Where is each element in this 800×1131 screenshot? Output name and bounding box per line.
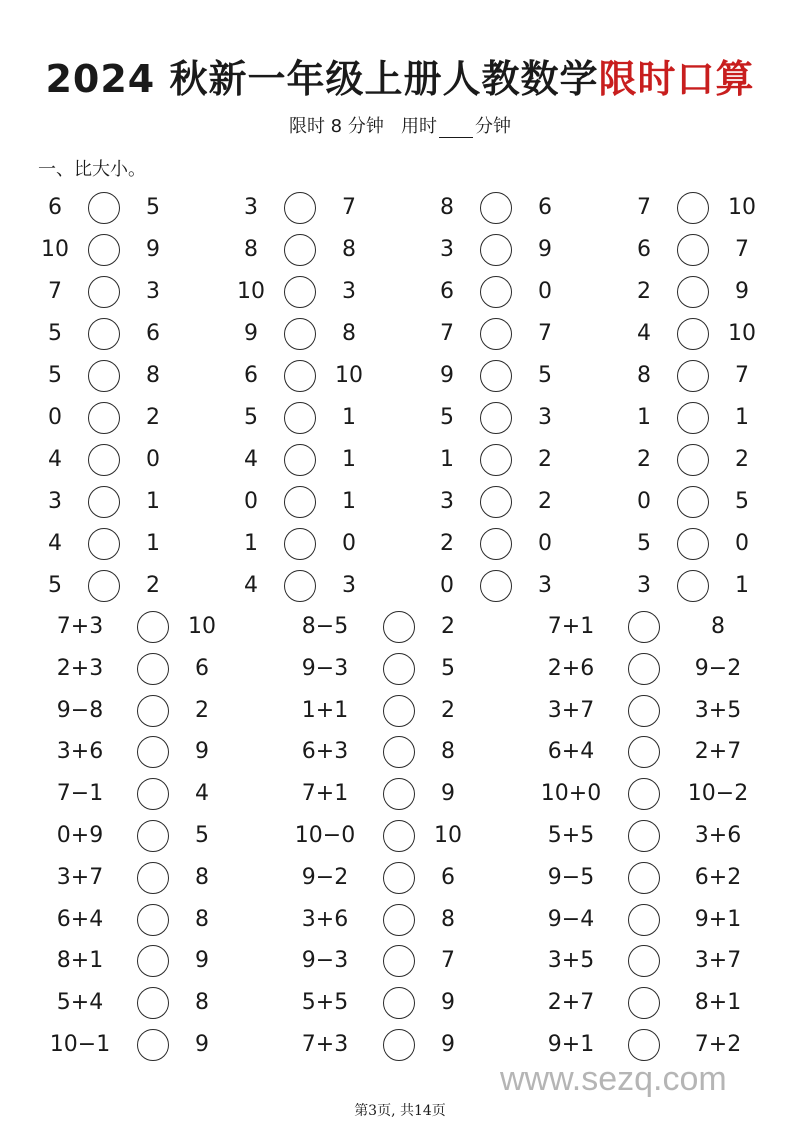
compare-left-number: 3 [244,195,258,220]
answer-circle[interactable] [383,1029,415,1061]
answer-circle[interactable] [284,192,316,224]
compare-right-expression: 8 [195,864,209,890]
compare-right-number: 6 [146,321,160,346]
compare-left-expression: 9−3 [301,655,349,681]
answer-circle[interactable] [628,653,660,685]
compare-left-number: 4 [637,321,651,346]
compare-left-expression: 7+1 [301,781,349,807]
compare-left-expression: 5+5 [547,823,595,848]
compare-right-number: 7 [735,363,749,388]
compare-right-expression: 8 [711,614,725,639]
compare-left-expression: 2+3 [56,655,104,681]
answer-circle[interactable] [137,987,169,1019]
answer-circle[interactable] [383,904,415,936]
compare-left-number: 1 [637,405,651,430]
compare-right-number: 10 [728,321,756,346]
compare-right-expression: 8 [195,990,209,1016]
answer-circle[interactable] [677,234,709,266]
answer-circle[interactable] [88,528,120,560]
answer-circle[interactable] [677,528,709,560]
answer-circle[interactable] [383,862,415,894]
compare-left-number: 9 [440,363,454,388]
compare-left-number: 7 [440,321,454,346]
compare-right-number: 3 [342,573,356,598]
answer-circle[interactable] [677,318,709,350]
answer-circle[interactable] [628,736,660,768]
answer-circle[interactable] [137,1029,169,1061]
compare-left-expression: 8+1 [56,948,104,974]
compare-left-expression: 2+7 [547,990,595,1016]
answer-circle[interactable] [628,987,660,1019]
answer-circle[interactable] [88,486,120,518]
answer-circle[interactable] [284,570,316,602]
compare-right-number: 2 [735,447,749,472]
answer-circle[interactable] [137,820,169,852]
answer-circle[interactable] [284,528,316,560]
compare-right-expression: 3+6 [694,823,742,848]
compare-right-expression: 2 [195,697,209,723]
answer-circle[interactable] [677,402,709,434]
compare-right-number: 10 [335,363,363,388]
compare-left-expression: 9−8 [56,697,104,723]
compare-right-number: 0 [342,531,356,556]
compare-left-number: 2 [440,531,454,556]
compare-right-expression: 6 [195,655,209,681]
compare-left-expression: 7−1 [56,781,104,807]
compare-left-expression: 10−0 [294,823,356,848]
answer-circle[interactable] [137,778,169,810]
compare-right-number: 1 [146,489,160,514]
answer-circle[interactable] [480,318,512,350]
compare-right-number: 0 [735,531,749,556]
compare-left-expression: 0+9 [56,823,104,848]
compare-right-expression: 6 [441,864,455,890]
answer-circle[interactable] [480,570,512,602]
compare-left-expression: 8−5 [301,614,349,639]
compare-left-expression: 2+6 [547,655,595,681]
answer-circle[interactable] [88,192,120,224]
answer-circle[interactable] [383,695,415,727]
compare-left-number: 9 [244,321,258,346]
answer-circle[interactable] [480,486,512,518]
compare-right-number: 9 [538,237,552,262]
compare-right-expression: 9 [441,1032,455,1057]
compare-right-expression: 9 [441,781,455,807]
answer-circle[interactable] [677,486,709,518]
title-main: 2024 秋新一年级上册人教数学 [45,57,599,101]
compare-right-expression: 8 [441,739,455,765]
compare-left-expression: 5+4 [56,990,104,1016]
answer-circle[interactable] [383,611,415,643]
answer-circle[interactable] [284,318,316,350]
answer-circle[interactable] [628,945,660,977]
compare-right-number: 2 [146,573,160,598]
answer-circle[interactable] [88,234,120,266]
answer-circle[interactable] [628,904,660,936]
compare-right-expression: 2 [441,697,455,723]
compare-right-number: 3 [146,279,160,304]
time-used-label: 用时 [401,116,438,137]
compare-left-expression: 3+6 [56,739,104,765]
answer-circle[interactable] [88,276,120,308]
time-limit-text: 限时 8 分钟 [288,116,384,137]
compare-left-number: 6 [440,279,454,304]
answer-circle[interactable] [480,192,512,224]
watermark: www.sezq.com [500,1060,727,1098]
compare-left-number: 5 [48,321,62,346]
answer-circle[interactable] [677,360,709,392]
compare-left-number: 0 [48,405,62,430]
page-title [0,48,800,103]
answer-circle[interactable] [137,611,169,643]
answer-circle[interactable] [88,444,120,476]
compare-left-number: 4 [244,447,258,472]
answer-circle[interactable] [628,778,660,810]
compare-right-expression: 10 [434,823,462,848]
answer-circle[interactable] [480,360,512,392]
compare-left-expression: 1+1 [301,697,349,723]
answer-circle[interactable] [284,444,316,476]
answer-circle[interactable] [137,904,169,936]
compare-left-expression: 9−3 [301,948,349,974]
compare-right-expression: 7 [441,948,455,974]
answer-circle[interactable] [480,234,512,266]
compare-left-expression: 6+4 [56,906,104,932]
compare-right-number: 7 [342,195,356,220]
compare-right-number: 9 [735,279,749,304]
compare-right-number: 1 [146,531,160,556]
answer-circle[interactable] [628,1029,660,1061]
compare-left-number: 10 [237,279,265,304]
time-info [0,112,800,138]
answer-circle[interactable] [628,820,660,852]
compare-left-number: 3 [440,237,454,262]
compare-right-expression: 10 [188,614,216,639]
compare-right-expression: 3+7 [694,948,742,974]
compare-left-expression: 7+1 [547,614,595,639]
compare-left-expression: 9−2 [301,864,349,890]
compare-right-number: 1 [735,573,749,598]
compare-right-number: 1 [735,405,749,430]
compare-left-number: 5 [244,405,258,430]
compare-right-expression: 8 [195,906,209,932]
answer-circle[interactable] [137,695,169,727]
compare-left-expression: 3+7 [56,864,104,890]
compare-right-number: 8 [146,363,160,388]
compare-right-number: 9 [146,237,160,262]
compare-right-number: 7 [538,321,552,346]
compare-left-number: 2 [637,279,651,304]
compare-left-number: 0 [244,489,258,514]
compare-right-expression: 3+5 [694,697,742,723]
compare-right-number: 1 [342,405,356,430]
answer-circle[interactable] [383,653,415,685]
answer-circle[interactable] [383,736,415,768]
compare-right-expression: 9 [195,739,209,765]
compare-left-expression: 7+3 [56,614,104,639]
answer-circle[interactable] [137,945,169,977]
compare-right-number: 7 [735,237,749,262]
answer-circle[interactable] [383,820,415,852]
compare-right-number: 5 [735,489,749,514]
answer-circle[interactable] [480,402,512,434]
answer-circle[interactable] [284,486,316,518]
compare-right-number: 2 [538,447,552,472]
compare-left-number: 5 [48,573,62,598]
compare-left-expression: 5+5 [301,990,349,1016]
compare-left-number: 7 [637,195,651,220]
compare-right-expression: 4 [195,781,209,807]
answer-circle[interactable] [677,192,709,224]
compare-left-number: 8 [440,195,454,220]
compare-left-number: 4 [48,447,62,472]
answer-circle[interactable] [88,402,120,434]
compare-right-expression: 2+7 [694,739,742,765]
compare-left-number: 6 [637,237,651,262]
answer-circle[interactable] [383,778,415,810]
compare-right-number: 3 [538,405,552,430]
answer-circle[interactable] [480,444,512,476]
answer-circle[interactable] [628,611,660,643]
compare-left-number: 6 [48,195,62,220]
compare-right-number: 3 [538,573,552,598]
time-used-blank[interactable] [439,119,473,138]
compare-right-number: 8 [342,237,356,262]
compare-left-expression: 10+0 [540,781,602,807]
answer-circle[interactable] [383,945,415,977]
compare-left-number: 4 [244,573,258,598]
compare-left-expression: 9−4 [547,906,595,932]
compare-right-expression: 2 [441,614,455,639]
compare-left-number: 4 [48,531,62,556]
compare-right-number: 6 [538,195,552,220]
answer-circle[interactable] [677,444,709,476]
compare-right-expression: 5 [195,823,209,848]
compare-right-expression: 10−2 [687,781,749,807]
compare-right-expression: 9−2 [694,655,742,681]
answer-circle[interactable] [284,360,316,392]
compare-right-number: 0 [538,279,552,304]
compare-left-expression: 3+6 [301,906,349,932]
compare-left-number: 7 [48,279,62,304]
answer-circle[interactable] [677,570,709,602]
answer-circle[interactable] [284,234,316,266]
compare-left-number: 5 [637,531,651,556]
compare-left-number: 1 [244,531,258,556]
compare-right-expression: 6+2 [694,864,742,890]
compare-right-number: 3 [342,279,356,304]
compare-right-expression: 8+1 [694,990,742,1016]
compare-left-expression: 10−1 [49,1032,111,1057]
compare-left-number: 8 [244,237,258,262]
compare-right-number: 5 [538,363,552,388]
compare-right-number: 8 [342,321,356,346]
compare-left-expression: 3+5 [547,948,595,974]
compare-left-number: 0 [440,573,454,598]
compare-right-expression: 8 [441,906,455,932]
compare-right-expression: 9+1 [694,906,742,932]
compare-right-number: 10 [728,195,756,220]
compare-left-number: 2 [637,447,651,472]
answer-circle[interactable] [383,987,415,1019]
compare-left-number: 3 [440,489,454,514]
answer-circle[interactable] [284,276,316,308]
compare-right-expression: 9 [195,948,209,974]
answer-circle[interactable] [88,360,120,392]
title-accent: 限时口算 [598,57,755,101]
compare-left-expression: 3+7 [547,697,595,723]
compare-left-expression: 6+4 [547,739,595,765]
compare-left-expression: 9−5 [547,864,595,890]
compare-left-expression: 6+3 [301,739,349,765]
compare-right-expression: 9 [195,1032,209,1057]
answer-circle[interactable] [480,528,512,560]
compare-right-expression: 9 [441,990,455,1016]
compare-left-expression: 9+1 [547,1032,595,1057]
compare-left-number: 3 [637,573,651,598]
answer-circle[interactable] [88,318,120,350]
compare-right-number: 2 [146,405,160,430]
answer-circle[interactable] [480,276,512,308]
compare-left-expression: 7+3 [301,1032,349,1057]
compare-left-number: 0 [637,489,651,514]
compare-left-number: 6 [244,363,258,388]
compare-right-number: 1 [342,447,356,472]
answer-circle[interactable] [628,862,660,894]
answer-circle[interactable] [88,570,120,602]
page-footer: 第3页, 共14页 [354,1103,446,1119]
compare-left-number: 3 [48,489,62,514]
compare-right-expression: 7+2 [694,1032,742,1057]
answer-circle[interactable] [137,736,169,768]
compare-left-number: 5 [440,405,454,430]
compare-right-number: 0 [538,531,552,556]
answer-circle[interactable] [677,276,709,308]
time-used-unit: 分钟 [475,116,512,137]
compare-left-number: 5 [48,363,62,388]
compare-left-number: 10 [41,237,69,262]
answer-circle[interactable] [628,695,660,727]
answer-circle[interactable] [137,862,169,894]
answer-circle[interactable] [137,653,169,685]
compare-right-number: 0 [146,447,160,472]
compare-right-expression: 5 [441,655,455,681]
section-heading-compare: 一、比大小。 [38,159,146,180]
compare-right-number: 1 [342,489,356,514]
compare-right-number: 2 [538,489,552,514]
compare-left-number: 1 [440,447,454,472]
answer-circle[interactable] [284,402,316,434]
compare-left-number: 8 [637,363,651,388]
compare-right-number: 5 [146,195,160,220]
